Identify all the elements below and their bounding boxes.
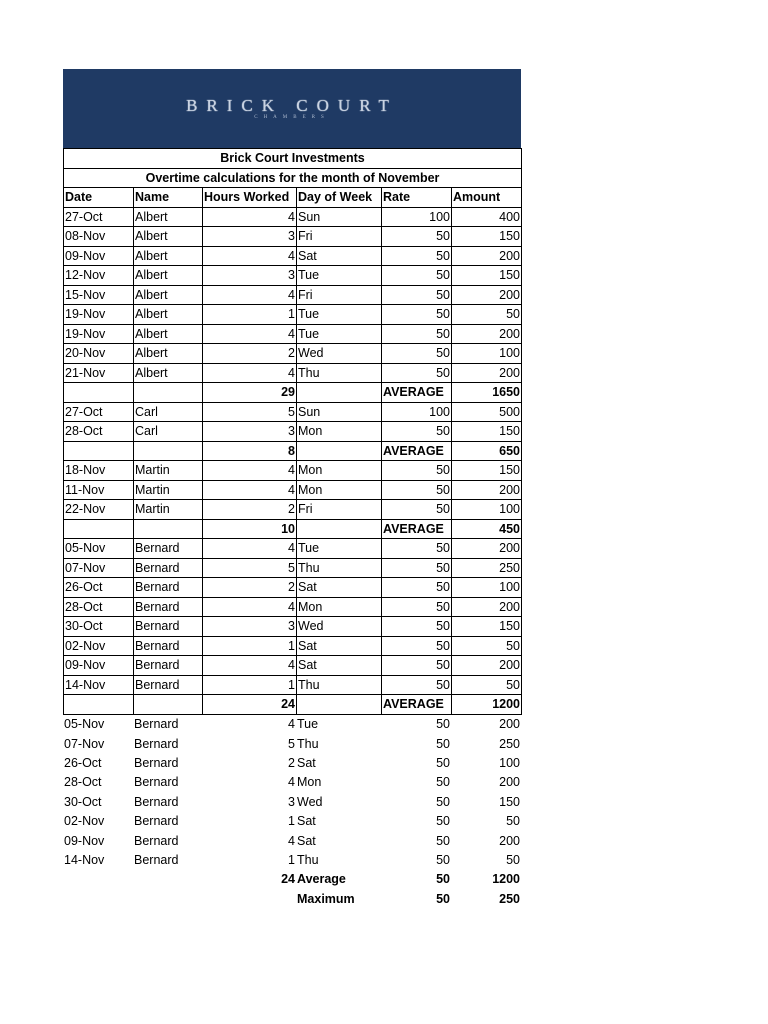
table-row [64,675,522,695]
rate-cell: 50 [382,597,452,617]
amount-cell: 100 [452,500,522,520]
table-row [63,851,521,870]
hours-cell: 4 [203,656,297,676]
hours-cell: 3 [203,227,297,247]
amount-cell: 150 [452,227,522,247]
rate-cell: 50 [436,814,450,829]
name-cell: Albert [134,305,203,325]
empty-cell [133,870,202,889]
total-amount-cell: 1650 [452,383,522,403]
amount-cell: 50 [452,305,522,325]
subtotal-row [64,441,522,461]
empty-cell [134,519,203,539]
table-row [64,227,522,247]
amount-cell: 200 [452,597,522,617]
day-cell: Tue [297,717,319,732]
name-cell: Bernard [134,636,203,656]
date-cell: 18-Nov [64,461,134,481]
day-cell: Tue [297,324,382,344]
table-row [63,715,521,734]
rate-cell: 50 [382,363,452,383]
rate-cell: 100 [382,402,452,422]
table-row [64,656,522,676]
hours-cell: 4 [203,597,297,617]
name-cell: Albert [134,246,203,266]
date-cell: 09-Nov [64,833,105,848]
table-row [64,422,522,442]
day-cell: Sat [297,636,382,656]
hours-cell: 4 [203,539,297,559]
table-row [64,461,522,481]
amount-cell: 200 [452,285,522,305]
day-cell: Sat [297,814,316,829]
date-cell: 21-Nov [64,363,134,383]
sheet-subtitle-row [64,168,522,188]
rate-cell: 50 [382,558,452,578]
total-amount-cell: 1200 [452,695,522,715]
rate-cell: 50 [436,755,450,770]
amount-cell: 150 [499,794,520,809]
name-cell: Bernard [134,656,203,676]
date-cell: 26-Oct [64,755,102,770]
hours-cell: 4 [203,363,297,383]
rate-cell: 50 [382,285,452,305]
amount-cell: 100 [499,755,520,770]
name-cell: Albert [134,344,203,364]
name-cell: Bernard [134,617,203,637]
name-cell: Martin [134,480,203,500]
date-cell: 27-Oct [64,402,134,422]
date-cell: 14-Nov [64,675,134,695]
sheet-subtitle: Overtime calculations for the month of November [64,168,522,188]
name-cell: Bernard [134,578,203,598]
date-cell: 07-Nov [64,736,105,751]
empty-cell [297,695,382,715]
column-header-amount: Amount [452,188,522,208]
total-amount-cell: 450 [452,519,522,539]
table-row [63,793,521,812]
table-row [64,617,522,637]
rate-cell: 50 [382,636,452,656]
empty-cell [133,890,202,909]
name-cell: Bernard [134,558,203,578]
date-cell: 30-Oct [64,617,134,637]
day-cell: Sat [297,656,382,676]
rate-cell: 50 [382,656,452,676]
hours-cell: 5 [203,558,297,578]
table-row [64,266,522,286]
rate-cell: 50 [382,617,452,637]
table-row [64,636,522,656]
empty-cell [64,519,134,539]
amount-cell: 150 [452,422,522,442]
rate-cell: 50 [382,266,452,286]
amount-cell: 50 [452,675,522,695]
day-cell: Wed [297,794,323,809]
table-row [63,734,521,753]
name-cell: Martin [134,461,203,481]
rate-cell: 100 [382,207,452,227]
day-cell: Wed [297,617,382,637]
day-cell: Wed [297,344,382,364]
date-cell: 28-Oct [64,597,134,617]
date-cell: 19-Nov [64,324,134,344]
day-cell: Sat [297,246,382,266]
name-cell: Bernard [134,775,179,790]
date-cell: 28-Oct [64,422,134,442]
hours-cell: 5 [288,736,295,751]
rate-cell: 50 [382,422,452,442]
summary-hours-cell [202,890,296,909]
empty-cell [64,695,134,715]
amount-cell: 200 [499,717,520,732]
amount-cell: 200 [452,324,522,344]
day-cell: Mon [297,597,382,617]
name-cell: Carl [134,422,203,442]
name-cell: Bernard [134,675,203,695]
summary-row [63,890,521,909]
empty-cell [63,890,133,909]
rate-cell: 50 [382,675,452,695]
date-cell: 14-Nov [64,852,105,867]
amount-cell: 50 [506,814,520,829]
date-cell: 09-Nov [64,246,134,266]
date-cell: 22-Nov [64,500,134,520]
hours-cell: 1 [203,636,297,656]
table-row [63,754,521,773]
hours-cell: 4 [288,775,295,790]
name-cell: Bernard [134,717,179,732]
summary-label-cell: Average [297,872,346,887]
sheet-title-row [64,149,522,169]
rate-cell: 50 [382,246,452,266]
hours-cell: 4 [203,324,297,344]
rate-cell: 50 [382,227,452,247]
table-row [64,305,522,325]
day-cell: Thu [297,363,382,383]
table-row [63,831,521,850]
rate-cell: 50 [382,480,452,500]
date-cell: 09-Nov [64,656,134,676]
total-hours-cell: 24 [203,695,297,715]
summary-rate-cell: 50 [436,891,450,906]
date-cell: 27-Oct [64,207,134,227]
rate-cell: 50 [382,500,452,520]
summary-rate-cell: 50 [436,872,450,887]
empty-cell [297,519,382,539]
amount-cell: 150 [452,617,522,637]
table-row [64,480,522,500]
amount-cell: 500 [452,402,522,422]
name-cell: Albert [134,227,203,247]
rate-cell: 50 [436,736,450,751]
date-cell: 26-Oct [64,578,134,598]
date-cell: 02-Nov [64,636,134,656]
hours-cell: 1 [203,675,297,695]
day-cell: Sun [297,402,382,422]
name-cell: Bernard [134,755,179,770]
table-row [64,285,522,305]
day-cell: Mon [297,461,382,481]
table-row [64,402,522,422]
day-cell: Fri [297,227,382,247]
empty-cell [64,383,134,403]
name-cell: Bernard [134,852,179,867]
rate-cell: 50 [436,775,450,790]
day-cell: Tue [297,539,382,559]
average-label-cell: AVERAGE [382,383,452,403]
empty-cell [134,441,203,461]
date-cell: 28-Oct [64,775,102,790]
table-row [64,246,522,266]
empty-cell [64,441,134,461]
column-header-hours: Hours Worked [203,188,297,208]
amount-cell: 200 [499,833,520,848]
name-cell: Bernard [134,539,203,559]
rate-cell: 50 [382,324,452,344]
rate-cell: 50 [382,344,452,364]
date-cell: 07-Nov [64,558,134,578]
amount-cell: 100 [452,344,522,364]
rate-cell: 50 [436,833,450,848]
table-row [64,558,522,578]
subtotal-row [64,695,522,715]
day-cell: Sun [297,207,382,227]
column-header-rate: Rate [382,188,452,208]
hours-cell: 2 [288,755,295,770]
table-row [64,324,522,344]
table-row [64,597,522,617]
amount-cell: 250 [452,558,522,578]
table-row [64,207,522,227]
overtime-table [63,148,522,715]
table-row [64,363,522,383]
amount-cell: 200 [452,363,522,383]
rate-cell: 50 [436,852,450,867]
name-cell: Bernard [134,597,203,617]
average-label-cell: AVERAGE [382,519,452,539]
table-row [64,344,522,364]
amount-cell: 150 [452,266,522,286]
name-cell: Albert [134,324,203,344]
hours-cell: 3 [203,266,297,286]
rate-cell: 50 [436,717,450,732]
company-logo: BRICK COURT [186,96,398,115]
name-cell: Albert [134,266,203,286]
rate-cell: 50 [436,794,450,809]
day-cell: Sat [297,755,316,770]
summary-hours-cell: 24 [281,872,295,887]
name-cell: Albert [134,363,203,383]
column-header-day: Day of Week [297,188,382,208]
average-label-cell: AVERAGE [382,441,452,461]
summary-amount-cell: 250 [499,891,520,906]
date-cell: 11-Nov [64,480,134,500]
empty-cell [134,383,203,403]
total-hours-cell: 10 [203,519,297,539]
rate-cell: 50 [382,539,452,559]
hours-cell: 5 [203,402,297,422]
hours-cell: 4 [288,833,295,848]
hours-cell: 2 [203,344,297,364]
name-cell: Albert [134,207,203,227]
name-cell: Martin [134,500,203,520]
overtime-summary-table [63,715,521,909]
amount-cell: 400 [452,207,522,227]
summary-row [63,870,521,889]
hours-cell: 4 [203,285,297,305]
hours-cell: 2 [203,578,297,598]
table-row [63,773,521,792]
hours-cell: 1 [288,852,295,867]
day-cell: Tue [297,266,382,286]
date-cell: 08-Nov [64,227,134,247]
day-cell: Thu [297,558,382,578]
day-cell: Thu [297,736,319,751]
day-cell: Fri [297,500,382,520]
amount-cell: 200 [499,775,520,790]
hours-cell: 1 [203,305,297,325]
hours-cell: 2 [203,500,297,520]
company-logo-subtitle: CHAMBERS [254,115,330,120]
day-cell: Sat [297,833,316,848]
subtotal-row [64,383,522,403]
total-hours-cell: 29 [203,383,297,403]
day-cell: Thu [297,852,319,867]
day-cell: Thu [297,675,382,695]
amount-cell: 150 [452,461,522,481]
column-header-date: Date [64,188,134,208]
amount-cell: 100 [452,578,522,598]
total-amount-cell: 650 [452,441,522,461]
empty-cell [297,441,382,461]
table-row [64,539,522,559]
empty-cell [134,695,203,715]
day-cell: Mon [297,480,382,500]
day-cell: Mon [297,775,322,790]
name-cell: Bernard [134,736,179,751]
hours-cell: 1 [288,814,295,829]
date-cell: 05-Nov [64,539,134,559]
amount-cell: 200 [452,480,522,500]
sheet-title: Brick Court Investments [64,149,522,169]
amount-cell: 200 [452,246,522,266]
hours-cell: 3 [203,617,297,637]
average-label-cell: AVERAGE [382,695,452,715]
hours-cell: 3 [203,422,297,442]
rate-cell: 50 [382,578,452,598]
empty-cell [297,383,382,403]
rate-cell: 50 [382,461,452,481]
summary-amount-cell: 1200 [492,872,520,887]
hours-cell: 4 [203,207,297,227]
date-cell: 30-Oct [64,794,102,809]
column-header-name: Name [134,188,203,208]
day-cell: Tue [297,305,382,325]
day-cell: Mon [297,422,382,442]
name-cell: Bernard [134,794,179,809]
empty-cell [63,870,133,889]
header-banner [63,69,521,149]
amount-cell: 200 [452,539,522,559]
name-cell: Bernard [134,814,179,829]
date-cell: 19-Nov [64,305,134,325]
hours-cell: 4 [203,480,297,500]
day-cell: Fri [297,285,382,305]
column-header-row [64,188,522,208]
name-cell: Albert [134,285,203,305]
hours-cell: 4 [288,717,295,732]
name-cell: Bernard [134,833,179,848]
date-cell: 02-Nov [64,814,105,829]
hours-cell: 4 [203,461,297,481]
table-row [63,812,521,831]
hours-cell: 4 [203,246,297,266]
total-hours-cell: 8 [203,441,297,461]
date-cell: 15-Nov [64,285,134,305]
amount-cell: 50 [506,852,520,867]
hours-cell: 3 [288,794,295,809]
name-cell: Carl [134,402,203,422]
summary-label-cell: Maximum [297,891,355,906]
day-cell: Sat [297,578,382,598]
subtotal-row [64,519,522,539]
rate-cell: 50 [382,305,452,325]
table-row [64,500,522,520]
amount-cell: 50 [452,636,522,656]
amount-cell: 250 [499,736,520,751]
table-row [64,578,522,598]
amount-cell: 200 [452,656,522,676]
date-cell: 12-Nov [64,266,134,286]
date-cell: 20-Nov [64,344,134,364]
date-cell: 05-Nov [64,717,105,732]
